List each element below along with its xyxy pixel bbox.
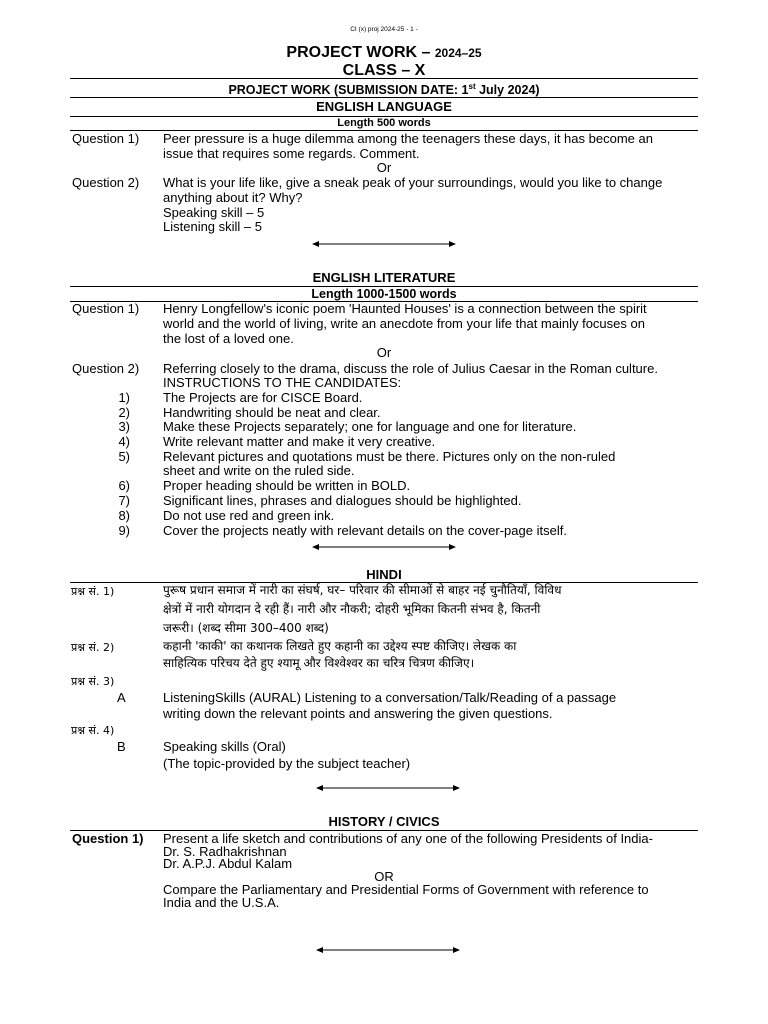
or-separator: Or bbox=[376, 160, 392, 175]
instruction-number: 2) bbox=[118, 405, 130, 420]
question-text: Dr. S. Radhakrishnan bbox=[163, 844, 287, 859]
question-text: world and the world of living, write an anecdote from your life that mainly focuses on bbox=[163, 316, 645, 331]
question-text: Henry Longfellow's iconic poem 'Haunted Houses' is a connection between the spirit bbox=[163, 301, 647, 316]
section-title-english-language: ENGLISH LANGUAGE bbox=[316, 99, 452, 114]
question-label: प्रश्न सं. 1) bbox=[71, 585, 115, 598]
question-text: the lost of a loved one. bbox=[163, 331, 294, 346]
divider bbox=[70, 78, 698, 79]
divider bbox=[70, 97, 698, 98]
question-text: Referring closely to the drama, discuss the role of Julius Caesar in the Roman culture. bbox=[163, 361, 658, 376]
question-text: साहित्यिक परिचय देते हुए श्यामू और विश्वेश्वर का चरित्र चित्रण कीजिए। bbox=[163, 656, 475, 670]
page-number-header: CI (x) proj 2024-25 - 1 - bbox=[350, 26, 418, 33]
instruction-text: Proper heading should be written in BOLD. bbox=[163, 478, 411, 493]
instructions-heading: INSTRUCTIONS TO THE CANDIDATES: bbox=[163, 375, 402, 390]
question-text: जरूरी। (शब्द सीमा 300–400 शब्द) bbox=[163, 621, 329, 635]
instruction-text: Relevant pictures and quotations must be there. Pictures only on the non-ruled bbox=[163, 449, 616, 464]
or-separator: OR bbox=[374, 869, 394, 884]
question-text: anything about it? Why? bbox=[163, 190, 303, 205]
title-text: PROJECT WORK – bbox=[286, 44, 431, 61]
question-text: India and the U.S.A. bbox=[163, 895, 280, 910]
instruction-text: Write relevant matter and make it very creative. bbox=[163, 434, 436, 449]
double-arrow-icon bbox=[312, 239, 456, 249]
question-text: What is your life like, give a sneak peak of your surroundings, would you like to change bbox=[163, 175, 663, 190]
question-label: Question 1) bbox=[72, 131, 140, 146]
question-text: Speaking skills (Oral) bbox=[163, 739, 286, 754]
instruction-text: Cover the projects neatly with relevant details on the cover-page itself. bbox=[163, 523, 567, 538]
double-arrow-icon bbox=[316, 945, 460, 955]
word-length: Length 1000-1500 words bbox=[311, 287, 457, 301]
question-text: Peer pressure is a huge dilemma among the teenagers these days, it has become an bbox=[163, 131, 653, 146]
instruction-text: sheet and write on the ruled side. bbox=[163, 463, 355, 478]
question-text: issue that requires some regards. Comment. bbox=[163, 146, 420, 161]
word-length: Length 500 words bbox=[337, 117, 431, 129]
question-text: Speaking skill – 5 bbox=[163, 205, 265, 220]
document-title bbox=[0, 44, 768, 62]
class-title: CLASS – X bbox=[342, 62, 426, 79]
section-title-hindi: HINDI bbox=[366, 567, 402, 582]
instruction-number: 4) bbox=[118, 434, 130, 449]
question-label: Question 1) bbox=[72, 301, 140, 316]
section-title-history-civics: HISTORY / CIVICS bbox=[328, 814, 440, 829]
question-label: प्रश्न सं. 2) bbox=[71, 641, 115, 654]
question-label: Question 2) bbox=[72, 175, 140, 190]
or-separator: Or bbox=[376, 345, 392, 360]
instruction-text: Significant lines, phrases and dialogues should be highlighted. bbox=[163, 493, 522, 508]
question-label: प्रश्न सं. 4) bbox=[71, 724, 115, 737]
sub-question-label: B bbox=[117, 739, 126, 754]
question-text: क्षेत्रों में नारी योगदान दे रही हैं। नारी और नौकरी; दोहरी भूमिका कितनी संभव है, कितनी bbox=[163, 602, 541, 616]
instruction-text: Handwriting should be neat and clear. bbox=[163, 405, 381, 420]
question-text: पुरूष प्रधान समाज में नारी का संघर्ष, घर– परिवार की सीमाओं से बाहर नई चुनौतियाँ, विविध bbox=[163, 583, 562, 597]
question-text: ListeningSkills (AURAL) Listening to a conversation/Talk/Reading of a passage bbox=[163, 690, 617, 705]
question-label: Question 2) bbox=[72, 361, 140, 376]
double-arrow-icon bbox=[316, 783, 460, 793]
instruction-text: Make these Projects separately; one for language and one for literature. bbox=[163, 419, 577, 434]
question-text: writing down the relevant points and answering the given questions. bbox=[163, 706, 553, 721]
question-text: Present a life sketch and contributions of any one of the following Presidents of India- bbox=[163, 831, 653, 846]
instruction-text: The Projects are for CISCE Board. bbox=[163, 390, 363, 405]
instruction-number: 8) bbox=[118, 508, 130, 523]
question-label: प्रश्न सं. 3) bbox=[71, 675, 115, 688]
question-label: Question 1) bbox=[72, 831, 144, 846]
instruction-number: 6) bbox=[118, 478, 130, 493]
section-title-english-literature: ENGLISH LITERATURE bbox=[312, 270, 456, 285]
instruction-number: 1) bbox=[118, 390, 130, 405]
submission-date: PROJECT WORK (SUBMISSION DATE: 1st July 2024) bbox=[228, 82, 540, 98]
title-year: 2024–25 bbox=[434, 46, 482, 60]
instruction-number: 3) bbox=[118, 419, 130, 434]
question-text: Dr. A.P.J. Abdul Kalam bbox=[163, 856, 293, 871]
instruction-number: 5) bbox=[118, 449, 130, 464]
instruction-number: 9) bbox=[118, 523, 130, 538]
question-text: कहानी 'काकी' का कथानक लिखते हुए कहानी का उद्देश्य स्पष्ट कीजिए। लेखक का bbox=[163, 639, 517, 653]
question-text: (The topic-provided by the subject teacher) bbox=[163, 756, 411, 771]
instruction-number: 7) bbox=[118, 493, 130, 508]
sub-question-label: A bbox=[117, 690, 126, 705]
question-text: Compare the Parliamentary and Presidential Forms of Government with reference to bbox=[163, 882, 649, 897]
question-text: Listening skill – 5 bbox=[163, 219, 262, 234]
double-arrow-icon bbox=[312, 542, 456, 552]
instruction-text: Do not use red and green ink. bbox=[163, 508, 335, 523]
